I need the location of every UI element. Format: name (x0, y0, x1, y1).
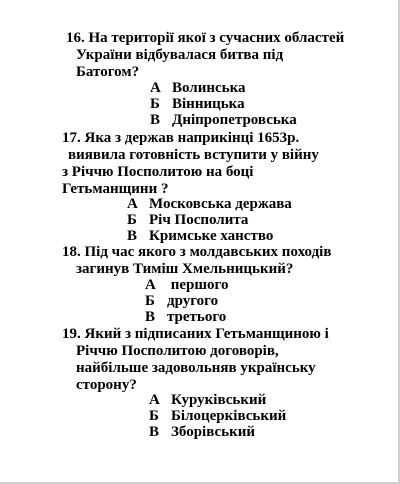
question-17-line-3: з Річчю Посполитою на боці (62, 164, 254, 180)
option-text: Зборівський (171, 424, 256, 440)
option-letter: Б (127, 212, 137, 228)
question-19-line-4: сторону? (76, 377, 137, 393)
option-letter: В (149, 424, 160, 440)
question-17-option-b (127, 212, 248, 229)
option-text: Куруківський (171, 392, 267, 408)
question-17-line-1: 17. Яка з держав наприкінці 1653р. (62, 130, 300, 146)
question-16-option-c (150, 112, 297, 129)
option-text: першого (167, 277, 229, 293)
question-19-line-2: Річчю Посполитою договорів, (76, 343, 279, 359)
option-letter: А (150, 80, 161, 96)
option-text: Річ Посполита (149, 212, 249, 228)
option-letter: А (145, 277, 156, 293)
option-letter: Б (150, 96, 160, 112)
question-19-option-a (149, 392, 266, 409)
option-text: другого (167, 293, 219, 309)
option-letter: В (145, 309, 156, 325)
question-17-line-2: виявила готовність вступити у війну (68, 147, 319, 163)
option-text: Білоцерківський (171, 408, 287, 424)
question-17-option-c (127, 228, 273, 245)
option-text: Дніпропетровська (172, 112, 297, 128)
option-letter: В (127, 228, 138, 244)
option-letter: Б (145, 293, 155, 309)
question-19-option-b (149, 408, 286, 425)
question-19-option-c (149, 424, 255, 441)
option-text: Кримське ханство (149, 228, 274, 244)
question-18-line-1: 18. Під час якого з молдавських походів (62, 244, 332, 260)
question-17-option-a (127, 196, 292, 213)
question-17-line-4: Гетьманщини ? (62, 181, 169, 197)
question-19-line-3: найбільше задовольняв українську (76, 360, 316, 376)
question-19-line-1: 19. Який з підписаних Гетьманщиною і (62, 326, 329, 342)
question-18-line-2: загинув Тиміш Хмельницький? (76, 261, 294, 277)
option-text: Вінницька (172, 96, 245, 112)
option-letter: А (149, 392, 160, 408)
question-16-option-a (150, 80, 246, 97)
question-16-line-2: України відбувалася битва під (76, 47, 284, 63)
question-18-option-b (145, 293, 218, 310)
question-18-option-a (145, 277, 229, 294)
question-16-option-b (150, 96, 245, 113)
option-text: Московська держава (149, 196, 292, 212)
question-16-line-1: 16. На території якої з сучасних областей (66, 30, 345, 46)
option-text: Волинська (172, 80, 246, 96)
question-18-option-c (145, 309, 226, 326)
option-letter: Б (149, 408, 159, 424)
option-letter: А (127, 196, 138, 212)
option-letter: В (150, 112, 161, 128)
option-text: третього (167, 309, 227, 325)
question-16-line-3: Батогом? (76, 64, 140, 80)
